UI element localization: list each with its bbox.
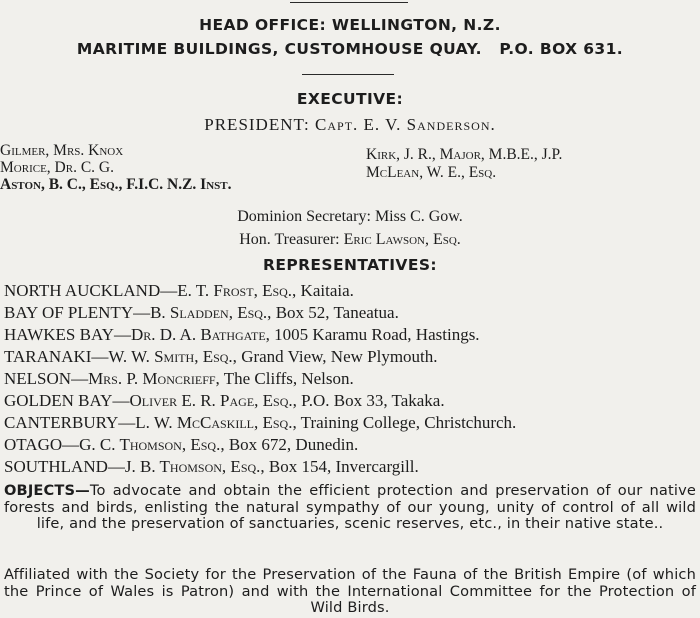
rep-line-otago [4, 435, 358, 455]
rep-address: P.O. Box 33, Takaka. [296, 391, 445, 410]
rep-name: L. W. McCaskill, Esq., [135, 413, 297, 432]
dash: — [62, 435, 80, 454]
dash: — [107, 457, 125, 476]
executive-left-members [0, 142, 231, 193]
secretary-line [0, 208, 700, 226]
rep-name: W. W. Smith, Esq., [108, 347, 237, 366]
top-rule [290, 2, 408, 3]
rep-place: NORTH AUCKLAND [4, 281, 161, 300]
member-name: Morice, Dr. C. G. [0, 159, 114, 176]
rep-line-southland [4, 457, 419, 477]
rep-name: Oliver E. R. Page, Esq., [129, 391, 297, 410]
head-office-line: HEAD OFFICE: WELLINGTON, N.Z. [199, 16, 501, 34]
executive-heading: EXECUTIVE: [296, 90, 404, 108]
secretary-label: Dominion Secretary: [237, 208, 371, 225]
rep-line-canterbury [4, 413, 516, 433]
dash: — [91, 347, 109, 366]
rep-name: J. B. Thomson, Esq., [124, 457, 265, 476]
rep-address: Box 672, Dunedin. [224, 435, 359, 454]
president-name: Capt. E. V. Sanderson. [315, 115, 496, 134]
representatives-heading: REPRESENTATIVES: [263, 256, 437, 274]
rep-address: Training College, Christchurch. [296, 413, 517, 432]
dash: — [133, 303, 151, 322]
rep-address: Grand View, New Plymouth. [236, 347, 438, 366]
rep-line-taranaki [4, 347, 438, 367]
rep-name: E. T. Frost, Esq., [177, 281, 297, 300]
rep-address: Kaitaia. [296, 281, 354, 300]
rep-line-golden-bay [4, 391, 445, 411]
rep-line-hawkes-bay [4, 325, 480, 345]
executive-right-members [366, 146, 562, 182]
treasurer-line [0, 231, 700, 249]
objects-paragraph [4, 483, 696, 533]
address-line: MARITIME BUILDINGS, CUSTOMHOUSE QUAY. P.O. BOX 631. [76, 40, 624, 58]
rep-name: Dr. D. A. Bathgate, [130, 325, 270, 344]
rep-place: HAWKES BAY [4, 325, 114, 344]
rep-place: NELSON [4, 369, 72, 388]
dash: — [71, 369, 89, 388]
objects-label: OBJECTS— [4, 482, 90, 499]
rep-line-nelson [4, 369, 354, 389]
rep-name: Mrs. P. Moncrieff, [88, 369, 220, 388]
secretary-name: Miss C. Gow. [374, 208, 463, 225]
rep-address: The Cliffs, Nelson. [219, 369, 354, 388]
rep-address: Box 52, Taneatua. [271, 303, 399, 322]
rep-place: SOUTHLAND [4, 457, 108, 476]
president-line [0, 115, 700, 135]
dash: — [112, 391, 130, 410]
divider-rule [302, 74, 394, 75]
rep-place: OTAGO [4, 435, 63, 454]
rep-place: CANTERBURY [4, 413, 119, 432]
member-name: Kirk, J. R., Major, M.B.E., J.P. [366, 146, 563, 163]
rep-place: GOLDEN BAY [4, 391, 113, 410]
rep-name: G. C. Thomson, Esq., [79, 435, 225, 454]
president-label: PRESIDENT: [204, 115, 310, 134]
rep-line-bay-of-plenty [4, 303, 399, 323]
member-name: McLean, W. E., Esq. [366, 164, 497, 181]
dash: — [113, 325, 131, 344]
rep-address: 1005 Karamu Road, Hastings. [269, 325, 480, 344]
rep-address: Box 154, Invercargill. [264, 457, 419, 476]
member-name: Aston, B. C., Esq., F.I.C. N.Z. Inst. [0, 176, 232, 193]
dash: — [160, 281, 178, 300]
dash: — [118, 413, 136, 432]
treasurer-label: Hon. Treasurer: [239, 231, 340, 248]
rep-line-north-auckland [4, 281, 354, 301]
rep-name: B. Sladden, Esq., [150, 303, 272, 322]
rep-place: TARANAKI [4, 347, 92, 366]
member-name: Gilmer, Mrs. Knox [0, 142, 124, 159]
affiliation-paragraph: Affiliated with the Society for the Preservation of the Fauna of the British Empire (of which the Prince of Wales is Patron) and with the International Committee for the Protection of Wild Birds. [4, 566, 696, 616]
objects-text: To advocate and obtain the efficient protection and preservation of our native forests and birds, enlisting the natural sympathy of our young, unity of control of all wild life, and the preservation of sanctuaries, scenic reserves, etc., in their native state.. [4, 482, 696, 532]
treasurer-name: Eric Lawson, Esq. [343, 231, 461, 248]
rep-place: BAY OF PLENTY [4, 303, 134, 322]
